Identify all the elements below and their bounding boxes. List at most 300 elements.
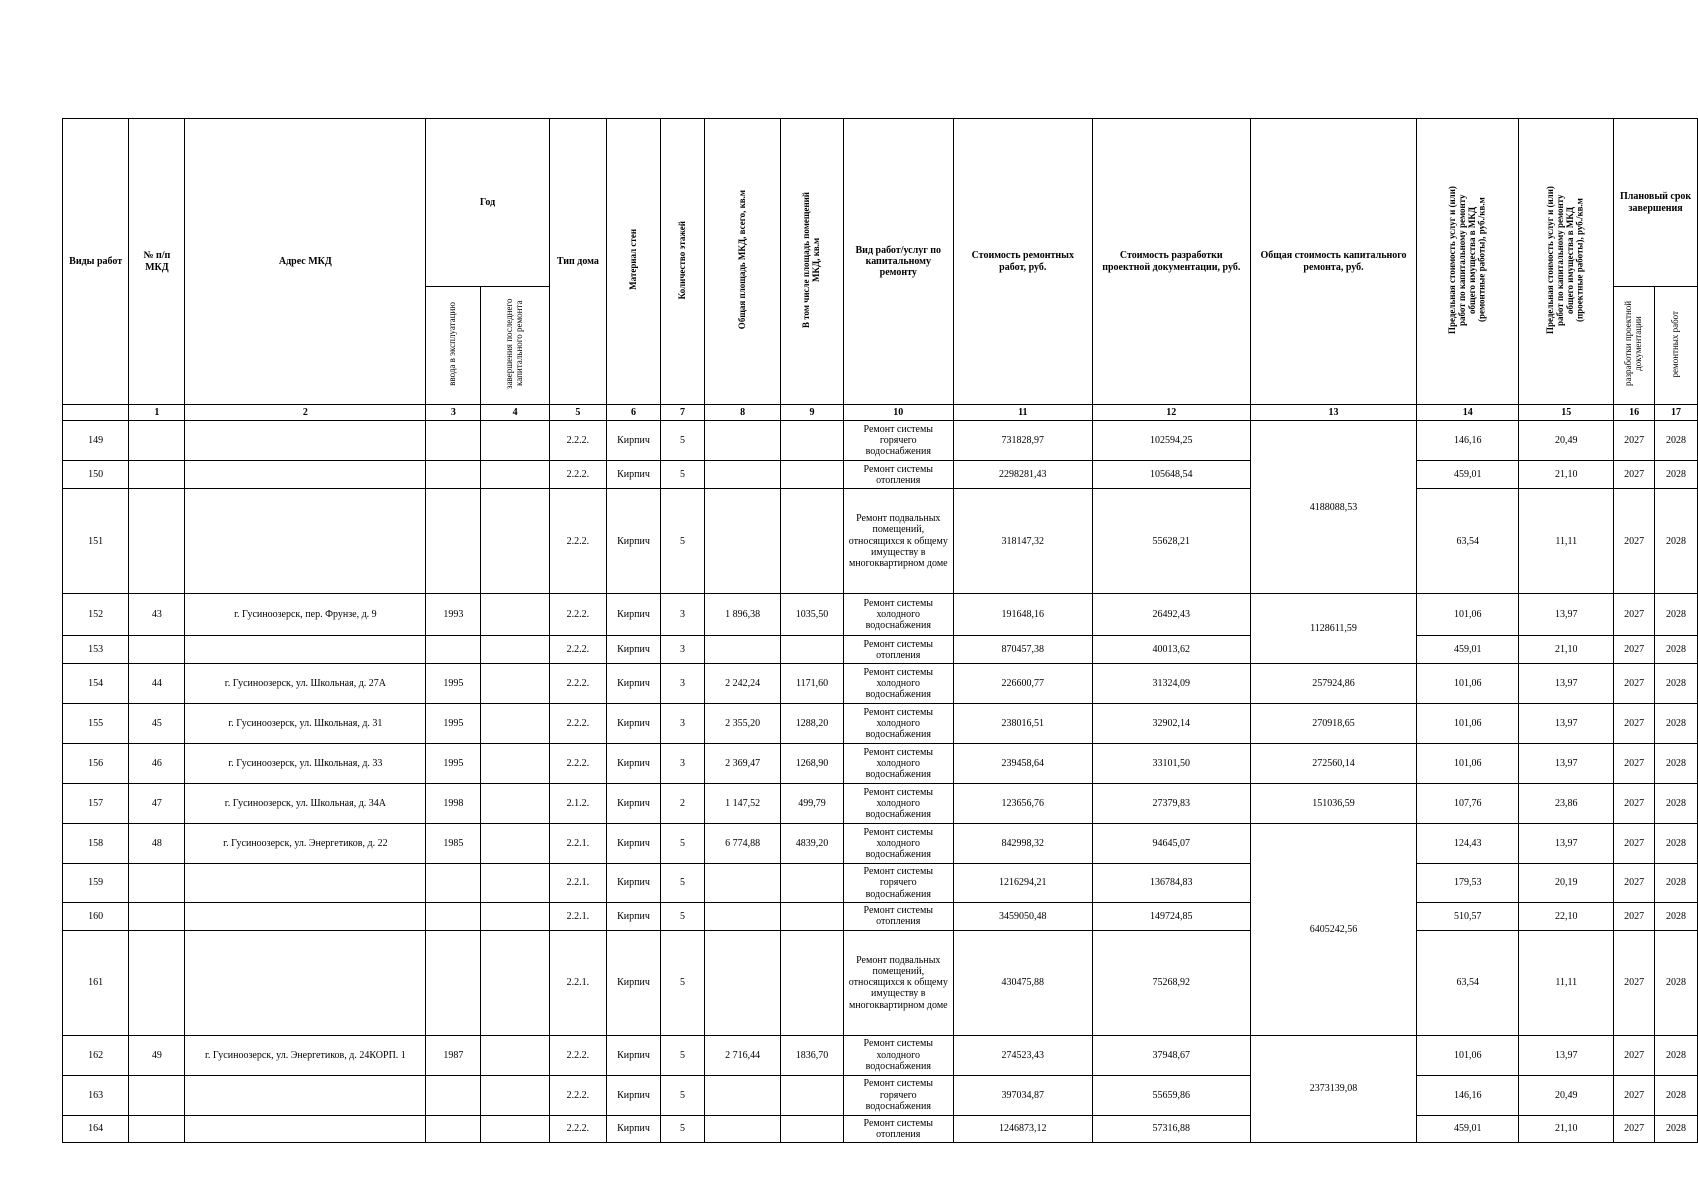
floors-cell: 5 xyxy=(661,824,705,864)
mkd-number xyxy=(129,421,185,461)
wall-material-cell: Кирпич xyxy=(606,824,660,864)
col-num: 14 xyxy=(1417,405,1519,421)
design-cost-cell: 55628,21 xyxy=(1092,489,1250,594)
year-last-repair-cell xyxy=(481,664,549,704)
house-type-cell: 2.2.2. xyxy=(549,489,606,594)
total-cost-cell: 270918,65 xyxy=(1250,704,1416,744)
deadline-design-cell: 2027 xyxy=(1614,1115,1655,1142)
year-commission-cell: 1998 xyxy=(426,784,481,824)
col-floors: Количество этажей xyxy=(661,119,705,405)
col-address: Адрес МКД xyxy=(185,119,426,405)
deadline-repair-cell: 2028 xyxy=(1654,489,1697,594)
premises-area-cell xyxy=(781,1115,843,1142)
mkd-number xyxy=(129,930,185,1035)
limit-design-cell: 21,10 xyxy=(1519,1115,1614,1142)
deadline-design-cell: 2027 xyxy=(1614,461,1655,489)
address-cell xyxy=(185,489,426,594)
mkd-number xyxy=(129,636,185,664)
floors-cell: 5 xyxy=(661,1075,705,1115)
table-row xyxy=(63,489,1698,594)
wall-material-cell: Кирпич xyxy=(606,784,660,824)
column-numbers-row xyxy=(63,405,1698,421)
house-type-cell: 2.2.1. xyxy=(549,824,606,864)
premises-area-cell xyxy=(781,930,843,1035)
repair-cost-cell: 397034,87 xyxy=(953,1075,1092,1115)
year-commission-cell: 1995 xyxy=(426,664,481,704)
limit-design-cell: 13,97 xyxy=(1519,704,1614,744)
deadline-design-cell: 2027 xyxy=(1614,784,1655,824)
limit-design-cell: 20,19 xyxy=(1519,864,1614,903)
limit-repair-cell: 146,16 xyxy=(1417,421,1519,461)
total-area-cell xyxy=(704,489,781,594)
address-cell xyxy=(185,461,426,489)
limit-repair-cell: 101,06 xyxy=(1417,704,1519,744)
limit-repair-cell: 63,54 xyxy=(1417,489,1519,594)
col-num: 7 xyxy=(661,405,705,421)
total-area-cell xyxy=(704,421,781,461)
year-last-repair-cell xyxy=(481,864,549,903)
premises-area-cell xyxy=(781,461,843,489)
mkd-number xyxy=(129,1115,185,1142)
repair-cost-cell: 842998,32 xyxy=(953,824,1092,864)
table-row xyxy=(63,421,1698,461)
total-area-cell: 1 147,52 xyxy=(704,784,781,824)
work-kind-cell: Ремонт системы отопления xyxy=(843,902,953,930)
house-type-cell: 2.2.2. xyxy=(549,1075,606,1115)
deadline-repair-cell: 2028 xyxy=(1654,636,1697,664)
deadline-repair-cell: 2028 xyxy=(1654,461,1697,489)
house-type-cell: 2.2.1. xyxy=(549,930,606,1035)
col-num: 4 xyxy=(481,405,549,421)
design-cost-cell: 136784,83 xyxy=(1092,864,1250,903)
col-num: 1 xyxy=(129,405,185,421)
year-last-repair-cell xyxy=(481,489,549,594)
limit-repair-cell: 107,76 xyxy=(1417,784,1519,824)
house-type-cell: 2.2.2. xyxy=(549,421,606,461)
row-number: 153 xyxy=(63,636,129,664)
row-number: 150 xyxy=(63,461,129,489)
year-last-repair-cell xyxy=(481,930,549,1035)
address-cell: г. Гусиноозерск, ул. Энергетиков, д. 22 xyxy=(185,824,426,864)
repair-cost-cell: 123656,76 xyxy=(953,784,1092,824)
col-year-commission: ввода в эксплуатацию xyxy=(426,287,481,405)
year-commission-cell xyxy=(426,902,481,930)
total-cost-cell: 151036,59 xyxy=(1250,784,1416,824)
col-total-area: Общая площадь МКД, всего, кв.м xyxy=(704,119,781,405)
year-commission-cell: 1995 xyxy=(426,744,481,784)
row-number: 151 xyxy=(63,489,129,594)
floors-cell: 5 xyxy=(661,1115,705,1142)
deadline-design-cell: 2027 xyxy=(1614,744,1655,784)
row-number: 149 xyxy=(63,421,129,461)
address-cell xyxy=(185,421,426,461)
wall-material-cell: Кирпич xyxy=(606,594,660,636)
work-kind-cell: Ремонт системы холодного водоснабжения xyxy=(843,704,953,744)
limit-repair-cell: 459,01 xyxy=(1417,1115,1519,1142)
deadline-repair-cell: 2028 xyxy=(1654,664,1697,704)
premises-area-cell: 499,79 xyxy=(781,784,843,824)
repair-cost-cell: 870457,38 xyxy=(953,636,1092,664)
table-row xyxy=(63,636,1698,664)
design-cost-cell: 31324,09 xyxy=(1092,664,1250,704)
address-cell: г. Гусиноозерск, пер. Фрунзе, д. 9 xyxy=(185,594,426,636)
limit-repair-cell: 63,54 xyxy=(1417,930,1519,1035)
address-cell xyxy=(185,1115,426,1142)
wall-material-cell: Кирпич xyxy=(606,1115,660,1142)
premises-area-cell: 1171,60 xyxy=(781,664,843,704)
year-commission-cell xyxy=(426,864,481,903)
design-cost-cell: 55659,86 xyxy=(1092,1075,1250,1115)
col-limit-repair: Предельная стоимость услуг и (или) работ по капитальному ремонту общего имущества в МКД (ремонтные работы), руб./кв.м xyxy=(1417,119,1519,405)
repair-cost-cell: 2298281,43 xyxy=(953,461,1092,489)
premises-area-cell xyxy=(781,636,843,664)
premises-area-cell xyxy=(781,1075,843,1115)
col-num: 11 xyxy=(953,405,1092,421)
year-commission-cell xyxy=(426,461,481,489)
col-num: 2 xyxy=(185,405,426,421)
deadline-repair-cell: 2028 xyxy=(1654,704,1697,744)
row-number: 163 xyxy=(63,1075,129,1115)
deadline-design-cell: 2027 xyxy=(1614,824,1655,864)
wall-material-cell: Кирпич xyxy=(606,744,660,784)
deadline-repair-cell: 2028 xyxy=(1654,1035,1697,1075)
deadline-design-cell: 2027 xyxy=(1614,636,1655,664)
house-type-cell: 2.2.2. xyxy=(549,664,606,704)
year-commission-cell xyxy=(426,930,481,1035)
total-area-cell xyxy=(704,1115,781,1142)
repair-cost-cell: 238016,51 xyxy=(953,704,1092,744)
premises-area-cell xyxy=(781,489,843,594)
table-row xyxy=(63,824,1698,864)
work-kind-cell: Ремонт системы холодного водоснабжения xyxy=(843,824,953,864)
deadline-repair-cell: 2028 xyxy=(1654,1115,1697,1142)
work-kind-cell: Ремонт системы холодного водоснабжения xyxy=(843,664,953,704)
limit-design-cell: 22,10 xyxy=(1519,902,1614,930)
col-total-cost: Общая стоимость капитального ремонта, руб. xyxy=(1250,119,1416,405)
row-number: 155 xyxy=(63,704,129,744)
limit-design-cell: 13,97 xyxy=(1519,744,1614,784)
floors-cell: 3 xyxy=(661,636,705,664)
table-row xyxy=(63,664,1698,704)
mkd-number xyxy=(129,902,185,930)
work-kind-cell: Ремонт системы холодного водоснабжения xyxy=(843,744,953,784)
work-kind-cell: Ремонт системы горячего водоснабжения xyxy=(843,1075,953,1115)
total-area-cell: 1 896,38 xyxy=(704,594,781,636)
premises-area-cell: 4839,20 xyxy=(781,824,843,864)
wall-material-cell: Кирпич xyxy=(606,461,660,489)
premises-area-cell: 1035,50 xyxy=(781,594,843,636)
mkd-number xyxy=(129,864,185,903)
design-cost-cell: 33101,50 xyxy=(1092,744,1250,784)
col-deadline-repair: ремонтных работ xyxy=(1654,287,1697,405)
table-row xyxy=(63,1035,1698,1075)
wall-material-cell: Кирпич xyxy=(606,636,660,664)
table-row xyxy=(63,1115,1698,1142)
col-num: 12 xyxy=(1092,405,1250,421)
design-cost-cell: 40013,62 xyxy=(1092,636,1250,664)
row-number: 158 xyxy=(63,824,129,864)
year-last-repair-cell xyxy=(481,1115,549,1142)
deadline-design-cell: 2027 xyxy=(1614,421,1655,461)
design-cost-cell: 105648,54 xyxy=(1092,461,1250,489)
limit-design-cell: 13,97 xyxy=(1519,824,1614,864)
mkd-number: 49 xyxy=(129,1035,185,1075)
house-type-cell: 2.2.2. xyxy=(549,1115,606,1142)
year-last-repair-cell xyxy=(481,824,549,864)
design-cost-cell: 26492,43 xyxy=(1092,594,1250,636)
col-design-cost: Стоимость разработки проектной документации, руб. xyxy=(1092,119,1250,405)
repair-cost-cell: 1216294,21 xyxy=(953,864,1092,903)
floors-cell: 5 xyxy=(661,930,705,1035)
table-row xyxy=(63,902,1698,930)
work-kind-cell: Ремонт системы холодного водоснабжения xyxy=(843,594,953,636)
repair-cost-cell: 318147,32 xyxy=(953,489,1092,594)
design-cost-cell: 57316,88 xyxy=(1092,1115,1250,1142)
mkd-number: 46 xyxy=(129,744,185,784)
total-area-cell xyxy=(704,636,781,664)
col-work-type: Виды работ xyxy=(63,119,129,405)
wall-material-cell: Кирпич xyxy=(606,902,660,930)
work-kind-cell: Ремонт системы отопления xyxy=(843,1115,953,1142)
house-type-cell: 2.2.1. xyxy=(549,864,606,903)
limit-design-cell: 23,86 xyxy=(1519,784,1614,824)
wall-material-cell: Кирпич xyxy=(606,421,660,461)
premises-area-cell xyxy=(781,864,843,903)
wall-material-cell: Кирпич xyxy=(606,489,660,594)
deadline-design-cell: 2027 xyxy=(1614,1075,1655,1115)
wall-material-cell: Кирпич xyxy=(606,1035,660,1075)
limit-design-cell: 21,10 xyxy=(1519,461,1614,489)
address-cell xyxy=(185,1075,426,1115)
deadline-design-cell: 2027 xyxy=(1614,930,1655,1035)
premises-area-cell xyxy=(781,902,843,930)
deadline-design-cell: 2027 xyxy=(1614,1035,1655,1075)
year-last-repair-cell xyxy=(481,421,549,461)
year-last-repair-cell xyxy=(481,744,549,784)
limit-design-cell: 20,49 xyxy=(1519,1075,1614,1115)
table-row xyxy=(63,864,1698,903)
total-cost-cell: 257924,86 xyxy=(1250,664,1416,704)
deadline-repair-cell: 2028 xyxy=(1654,864,1697,903)
total-cost-cell: 4188088,53 xyxy=(1250,421,1416,594)
design-cost-cell: 102594,25 xyxy=(1092,421,1250,461)
repair-cost-cell: 731828,97 xyxy=(953,421,1092,461)
work-kind-cell: Ремонт системы горячего водоснабжения xyxy=(843,421,953,461)
wall-material-cell: Кирпич xyxy=(606,1075,660,1115)
mkd-number: 47 xyxy=(129,784,185,824)
limit-repair-cell: 101,06 xyxy=(1417,1035,1519,1075)
col-num: 17 xyxy=(1654,405,1697,421)
year-last-repair-cell xyxy=(481,1035,549,1075)
row-number: 156 xyxy=(63,744,129,784)
address-cell xyxy=(185,930,426,1035)
wall-material-cell: Кирпич xyxy=(606,930,660,1035)
row-number: 164 xyxy=(63,1115,129,1142)
address-cell xyxy=(185,864,426,903)
address-cell: г. Гусиноозерск, ул. Школьная, д. 31 xyxy=(185,704,426,744)
wall-material-cell: Кирпич xyxy=(606,864,660,903)
year-last-repair-cell xyxy=(481,461,549,489)
deadline-design-cell: 2027 xyxy=(1614,594,1655,636)
col-wall-material: Материал стен xyxy=(606,119,660,405)
address-cell xyxy=(185,636,426,664)
limit-repair-cell: 124,43 xyxy=(1417,824,1519,864)
total-area-cell xyxy=(704,1075,781,1115)
house-type-cell: 2.2.2. xyxy=(549,636,606,664)
floors-cell: 2 xyxy=(661,784,705,824)
total-area-cell xyxy=(704,864,781,903)
deadline-repair-cell: 2028 xyxy=(1654,930,1697,1035)
mkd-number: 44 xyxy=(129,664,185,704)
repair-cost-cell: 3459050,48 xyxy=(953,902,1092,930)
col-num: 15 xyxy=(1519,405,1614,421)
limit-design-cell: 20,49 xyxy=(1519,421,1614,461)
deadline-design-cell: 2027 xyxy=(1614,489,1655,594)
design-cost-cell: 32902,14 xyxy=(1092,704,1250,744)
year-last-repair-cell xyxy=(481,704,549,744)
design-cost-cell: 37948,67 xyxy=(1092,1035,1250,1075)
design-cost-cell: 75268,92 xyxy=(1092,930,1250,1035)
premises-area-cell: 1288,20 xyxy=(781,704,843,744)
mkd-number xyxy=(129,461,185,489)
col-mkd-number: № п/п МКД xyxy=(129,119,185,405)
col-repair-cost: Стоимость ремонтных работ, руб. xyxy=(953,119,1092,405)
table-row xyxy=(63,744,1698,784)
total-area-cell: 2 369,47 xyxy=(704,744,781,784)
year-last-repair-cell xyxy=(481,1075,549,1115)
deadline-repair-cell: 2028 xyxy=(1654,594,1697,636)
repair-cost-cell: 226600,77 xyxy=(953,664,1092,704)
year-last-repair-cell xyxy=(481,902,549,930)
wall-material-cell: Кирпич xyxy=(606,664,660,704)
repair-cost-cell: 1246873,12 xyxy=(953,1115,1092,1142)
year-commission-cell xyxy=(426,1115,481,1142)
address-cell: г. Гусиноозерск, ул. Школьная, д. 27А xyxy=(185,664,426,704)
floors-cell: 3 xyxy=(661,664,705,704)
address-cell: г. Гусиноозерск, ул. Школьная, д. 33 xyxy=(185,744,426,784)
total-cost-cell: 272560,14 xyxy=(1250,744,1416,784)
year-last-repair-cell xyxy=(481,594,549,636)
total-cost-cell: 1128611,59 xyxy=(1250,594,1416,664)
address-cell: г. Гусиноозерск, ул. Школьная, д. 34А xyxy=(185,784,426,824)
table-row xyxy=(63,461,1698,489)
table-row xyxy=(63,930,1698,1035)
house-type-cell: 2.2.2. xyxy=(549,594,606,636)
house-type-cell: 2.2.2. xyxy=(549,461,606,489)
repair-cost-cell: 274523,43 xyxy=(953,1035,1092,1075)
row-number: 154 xyxy=(63,664,129,704)
deadline-design-cell: 2027 xyxy=(1614,902,1655,930)
deadline-design-cell: 2027 xyxy=(1614,664,1655,704)
house-type-cell: 2.2.1. xyxy=(549,902,606,930)
col-num: 5 xyxy=(549,405,606,421)
col-deadline-design: разработки проектной документации xyxy=(1614,287,1655,405)
year-commission-cell xyxy=(426,489,481,594)
mkd-number: 45 xyxy=(129,704,185,744)
row-number: 152 xyxy=(63,594,129,636)
year-commission-cell: 1995 xyxy=(426,704,481,744)
house-type-cell: 2.2.2. xyxy=(549,1035,606,1075)
limit-repair-cell: 146,16 xyxy=(1417,1075,1519,1115)
total-area-cell xyxy=(704,930,781,1035)
limit-design-cell: 11,11 xyxy=(1519,930,1614,1035)
table-body xyxy=(63,421,1698,1143)
floors-cell: 3 xyxy=(661,744,705,784)
col-deadline: Плановый срок завершения xyxy=(1614,119,1698,287)
limit-design-cell: 21,10 xyxy=(1519,636,1614,664)
design-cost-cell: 27379,83 xyxy=(1092,784,1250,824)
floors-cell: 5 xyxy=(661,1035,705,1075)
total-cost-cell: 2373139,08 xyxy=(1250,1035,1416,1142)
repair-cost-cell: 430475,88 xyxy=(953,930,1092,1035)
limit-repair-cell: 459,01 xyxy=(1417,636,1519,664)
limit-repair-cell: 510,57 xyxy=(1417,902,1519,930)
col-year-last-repair: завершения последнего капитального ремонта xyxy=(481,287,549,405)
mkd-number xyxy=(129,1075,185,1115)
mkd-number: 43 xyxy=(129,594,185,636)
work-kind-cell: Ремонт системы горячего водоснабжения xyxy=(843,864,953,903)
year-commission-cell: 1985 xyxy=(426,824,481,864)
year-commission-cell: 1987 xyxy=(426,1035,481,1075)
limit-repair-cell: 459,01 xyxy=(1417,461,1519,489)
limit-repair-cell: 101,06 xyxy=(1417,744,1519,784)
col-house-type: Тип дома xyxy=(549,119,606,405)
floors-cell: 5 xyxy=(661,421,705,461)
floors-cell: 5 xyxy=(661,864,705,903)
total-area-cell: 6 774,88 xyxy=(704,824,781,864)
total-cost-cell: 6405242,56 xyxy=(1250,824,1416,1036)
col-num: 8 xyxy=(704,405,781,421)
total-area-cell: 2 355,20 xyxy=(704,704,781,744)
limit-repair-cell: 101,06 xyxy=(1417,594,1519,636)
col-work-kind: Вид работ/услуг по капитальному ремонту xyxy=(843,119,953,405)
work-kind-cell: Ремонт системы холодного водоснабжения xyxy=(843,1035,953,1075)
limit-repair-cell: 101,06 xyxy=(1417,664,1519,704)
year-commission-cell xyxy=(426,421,481,461)
table-row xyxy=(63,704,1698,744)
total-area-cell: 2 242,24 xyxy=(704,664,781,704)
work-kind-cell: Ремонт системы холодного водоснабжения xyxy=(843,784,953,824)
table-row xyxy=(63,784,1698,824)
work-kind-cell: Ремонт системы отопления xyxy=(843,461,953,489)
limit-design-cell: 13,97 xyxy=(1519,594,1614,636)
deadline-design-cell: 2027 xyxy=(1614,704,1655,744)
year-commission-cell xyxy=(426,1075,481,1115)
deadline-repair-cell: 2028 xyxy=(1654,1075,1697,1115)
row-number: 159 xyxy=(63,864,129,903)
limit-design-cell: 11,11 xyxy=(1519,489,1614,594)
deadline-repair-cell: 2028 xyxy=(1654,824,1697,864)
mkd-number xyxy=(129,489,185,594)
col-num: 10 xyxy=(843,405,953,421)
table-row xyxy=(63,594,1698,636)
row-number: 157 xyxy=(63,784,129,824)
capital-repair-table xyxy=(62,118,1698,1143)
limit-repair-cell: 179,53 xyxy=(1417,864,1519,903)
deadline-design-cell: 2027 xyxy=(1614,864,1655,903)
work-kind-cell: Ремонт подвальных помещений, относящихся к общему имуществу в многоквартирном доме xyxy=(843,489,953,594)
col-num: 13 xyxy=(1250,405,1416,421)
premises-area-cell: 1268,90 xyxy=(781,744,843,784)
floors-cell: 3 xyxy=(661,704,705,744)
repair-cost-cell: 191648,16 xyxy=(953,594,1092,636)
total-area-cell xyxy=(704,461,781,489)
floors-cell: 5 xyxy=(661,902,705,930)
address-cell xyxy=(185,902,426,930)
year-commission-cell xyxy=(426,636,481,664)
total-area-cell xyxy=(704,902,781,930)
total-area-cell: 2 716,44 xyxy=(704,1035,781,1075)
